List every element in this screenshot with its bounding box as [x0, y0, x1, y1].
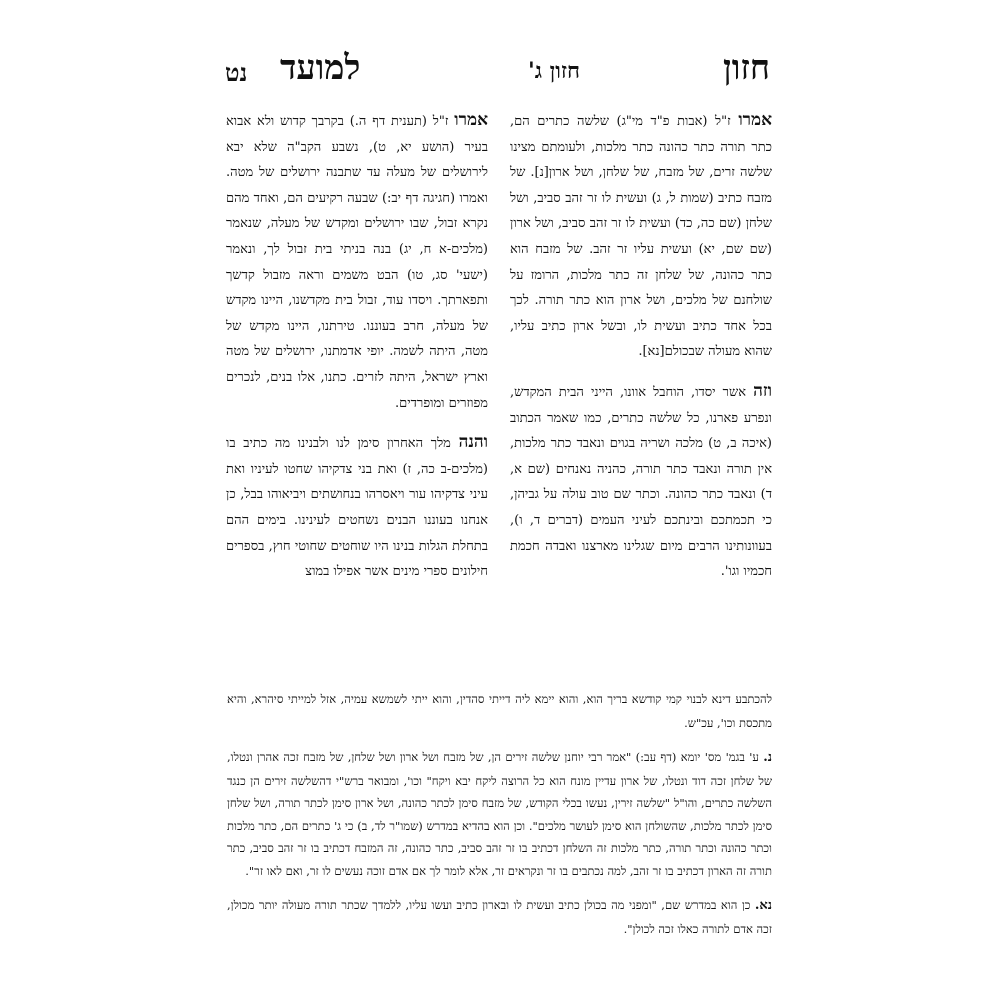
footnote: [227, 688, 772, 734]
section-title: למועד: [280, 48, 361, 88]
paragraph-text: ז"ל (תענית דף ה.) בקרבך קדוש ולא אבוא בעיר (הושע יא, ט), נשבע הקב"ה שלא יבא לירושלים של מעלה עד שתבנה ירושלים של מטה. ואמרו (חגיגה דף יב:) שבעה רקיעים הם, ואחד מהם נקרא זבול, שבו ירושלים ומקדש של מעלה, שנאמר (מלכים-א ח, יג) בנה בניתי בית זבול לך, ונאמר (ישעי' סג, טו) הבט משמים וראה מזבול קדשך ותפארתך. ויסדו עוד, זבול בית מקדשנו, היינו מקדש של מעלה, חרב בעוננו. טירתנו, היינו מקדש של מטה, היתה לשמה. יופי אדמתנו, ירושלים של מטה וארץ ישראל, היתה לזרים. כתנו, אלו בנים, לנכרים מפוזרים ומופרדים.: [226, 114, 488, 411]
chapter-label: חזון ג': [527, 58, 580, 84]
right-column: [510, 108, 772, 599]
footnote-mark: נ.: [763, 750, 773, 765]
paragraph-lead-word: אמרו: [738, 110, 773, 130]
paragraph: [226, 108, 488, 416]
paragraph-text: ז"ל (אבות פ"ד מי"ג) שלשה כתרים הם, כתר תורה כתר כהונה כתר מלכות, ולעומתם מצינו שלשה זרים, של מזבח, של שלחן, ושל ארון[נ]. של מזבח כתיב (שמות ל, ג) ועשית לו זר זהב סביב, ושל שלחן (שם כה, כד) ועשית לו זר זהב סביב, ושל ארון (שם שם, יא) ועשית עליו זר זהב. של מזבח הוא כתר כהונה, של שלחן זה כתר מלכות, הרומז על שולחנם של מלכים, ושל ארון הוא כתר תורה. לכך בכל אחד כתיב ועשית לו, ובשל ארון כתיב עליו, שהוא מעולה שבכולם[נא].: [510, 114, 772, 360]
paragraph: [226, 430, 488, 585]
footnotes: [227, 688, 772, 952]
page-header: [225, 48, 770, 92]
footnote-mark: נא.: [754, 898, 772, 913]
paragraph: [510, 379, 772, 585]
paragraph-text: מלך האחרון סימן לנו ולבנינו מה כתיב בו (מלכים-ב כה, ז) ואת בני צדקיהו שחטו לעיניו ואת עיני צדקיהו עור ויאסרהו בנחושתים ויביאוהו בבל, כן אנחנו בעוננו הבנים נשחטים לעינינו. בימים ההם בתחלת הגלות בנינו היו שוחטים שחוטי חוץ, בספרים חילונים ספרי מינים אשר אפילו במוצ: [226, 436, 488, 580]
left-column: [226, 108, 488, 599]
paragraph-lead-word: והנה: [458, 432, 488, 453]
footnote: [227, 894, 772, 940]
page-number: נט: [225, 58, 248, 87]
paragraph-text: אשר יסדו, הוחבל אוונו, הייני הבית המקדש, ונפרע פארנו, כל שלשה כתרים, כמו שאמר הכתוב (איכה ב, ט) מלכה ושריה בגוים ונאבד כתר מלכות, אין תורה ונאבד כתר תורה, כהניה נאנחים (שם א, ד) ונאבד כתר כהונה. וכתר שם טוב עולה על גביהן, כי תכמתכם ובינתכם לעיני העמים (דברים ד, ו), בעוונותינו הרבים מיום שגלינו מארצנו ואבדה חכמת חכמיו וגו'.: [510, 384, 772, 580]
paragraph-lead-word: אמרו: [454, 110, 488, 130]
paragraph: [510, 108, 772, 365]
book-name: חזון: [723, 48, 770, 88]
footnote-text: כן הוא במדרש שם, "ומפני מה בכולן כתיב ועשית לו ובארון כתיב ועשו עליו, ללמדך שכתר תורה מעולה יותר מכולן, זכה אדם לתורה כאלו זכה לכולן".: [227, 898, 772, 936]
footnote: [227, 746, 772, 882]
footnote-text: להכתבע דינא לבנוי קמי קודשא בריך הוא, והוא יימא ליה דייתי סהדין, והוא ייתי לשמשא עמיה, אזל למייתי סיהרא, והיא מתכסת וכו', עכ"ש.: [227, 692, 772, 730]
footnote-text: ע' בגמ' מס' יומא (דף עב:) "אמר רבי יוחנן שלשה זירים הן, של מזבח ושל ארון ושל שלחן, של מזבח זכה אהרן ונטלו, של שלחן זכה דוד ונטלו, של ארון עדיין מונח הוא כל הרוצה ליקח יבא ויקח" וכו', ומבואר ברש"י דהשלשה זירים הן כנגד השלשה כתרים, והו"ל "שלשה זירין, נעשו בכלי הקודש, של מזבח סימן לכתר כהונה, ושל ארון סימן לכתר תורה, ושל שלחן סימן לכתר מלכות, שהשולחן הוא סימן לעושר מלכים". וכן הוא בהדיא במדרש (שמו"ר לד, ב) כי ג' כתרים הם, כתר מלכות וכתר כהונה וכתר תורה, כתר מלכות זה השלחן דכתיב בו זר זהב סביב, כתר כהונה, זה המזבח דכתיב בו זר זהב סביב, כתר תורה זה הארון דכתיב בו זר זהב, למה נכתבים בו זר ונקראים זר, אלא לומר לך אם אדם זוכה נעשים לו זר, ואם לאו זר".: [227, 750, 772, 878]
paragraph-lead-word: וזה: [753, 380, 772, 401]
